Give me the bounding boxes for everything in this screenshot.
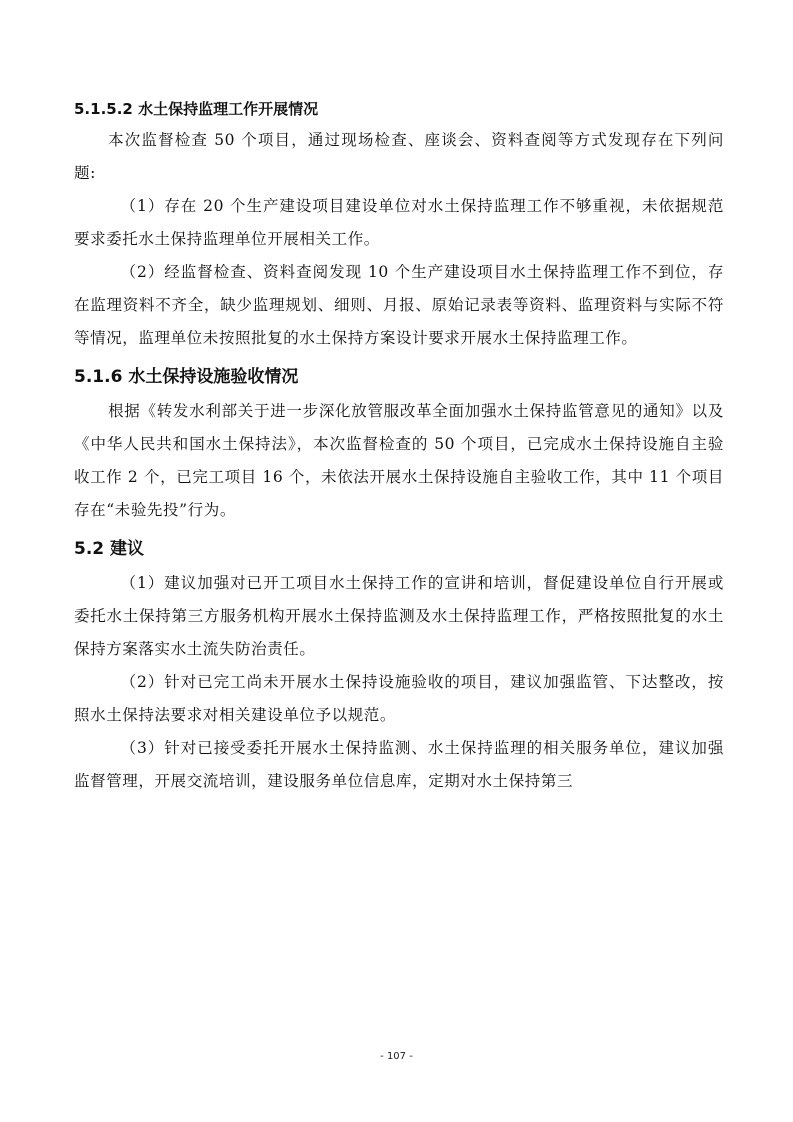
paragraph-intro: 本次监督检查 50 个项目，通过现场检查、座谈会、资料查阅等方式发现存在下列问题: <box>74 131 724 182</box>
heading-5-1-5-2: 5.1.5.2 水土保持监理工作开展情况 <box>74 100 319 118</box>
paragraph-issue-2: （2）经监督检查、资料查阅发现 10 个生产建设项目水土保持监理工作不到位，存在监理资料不齐全，缺少监理规划、细则、月报、原始记录表等资料、监理资料与实际不符等情况，监理单位未按照批复的水土保持方案设计要求开展水土保持监理工作。 <box>74 263 724 347</box>
paragraph-suggestion-1: （1）建议加强对已开工项目水土保持工作的宣讲和培训，督促建设单位自行开展或委托水土保持第三方服务机构开展水土保持监测及水土保持监理工作，严格按照批复的水土保持方案落实水土流失防治责任。 <box>74 574 724 658</box>
paragraph-acceptance: 根据《转发水利部关于进一步深化放管服改革全面加强水土保持监管意见的通知》以及《中华人民共和国水土保持法》，本次监督检查的 50 个项目，已完成水土保持设施自主验收工作 2 个，已完工项目 16 个，未依法开展水土保持设施自主验收工作，其中 11 个项目存在“未验先投”行为。 <box>74 402 724 519</box>
heading-5-1-6: 5.1.6 水土保持设施验收情况 <box>74 367 299 387</box>
page-content <box>74 98 724 798</box>
paragraph-issue-1: （1）存在 20 个生产建设项目建设单位对水土保持监理工作不够重视，未依据规范要求委托水土保持监理单位开展相关工作。 <box>74 197 724 248</box>
paragraph-suggestion-2: （2）针对已完工尚未开展水土保持设施验收的项目，建议加强监管、下达整改，按照水土保持法要求对相关建设单位予以规范。 <box>74 673 724 724</box>
paragraph-suggestion-3: （3）针对已接受委托开展水土保持监测、水土保持监理的相关服务单位，建议加强监督管理，开展交流培训，建设服务单位信息库，定期对水土保持第三 <box>74 739 724 790</box>
page-number: - 107 - <box>380 1051 413 1062</box>
heading-5-2: 5.2 建议 <box>74 539 145 559</box>
